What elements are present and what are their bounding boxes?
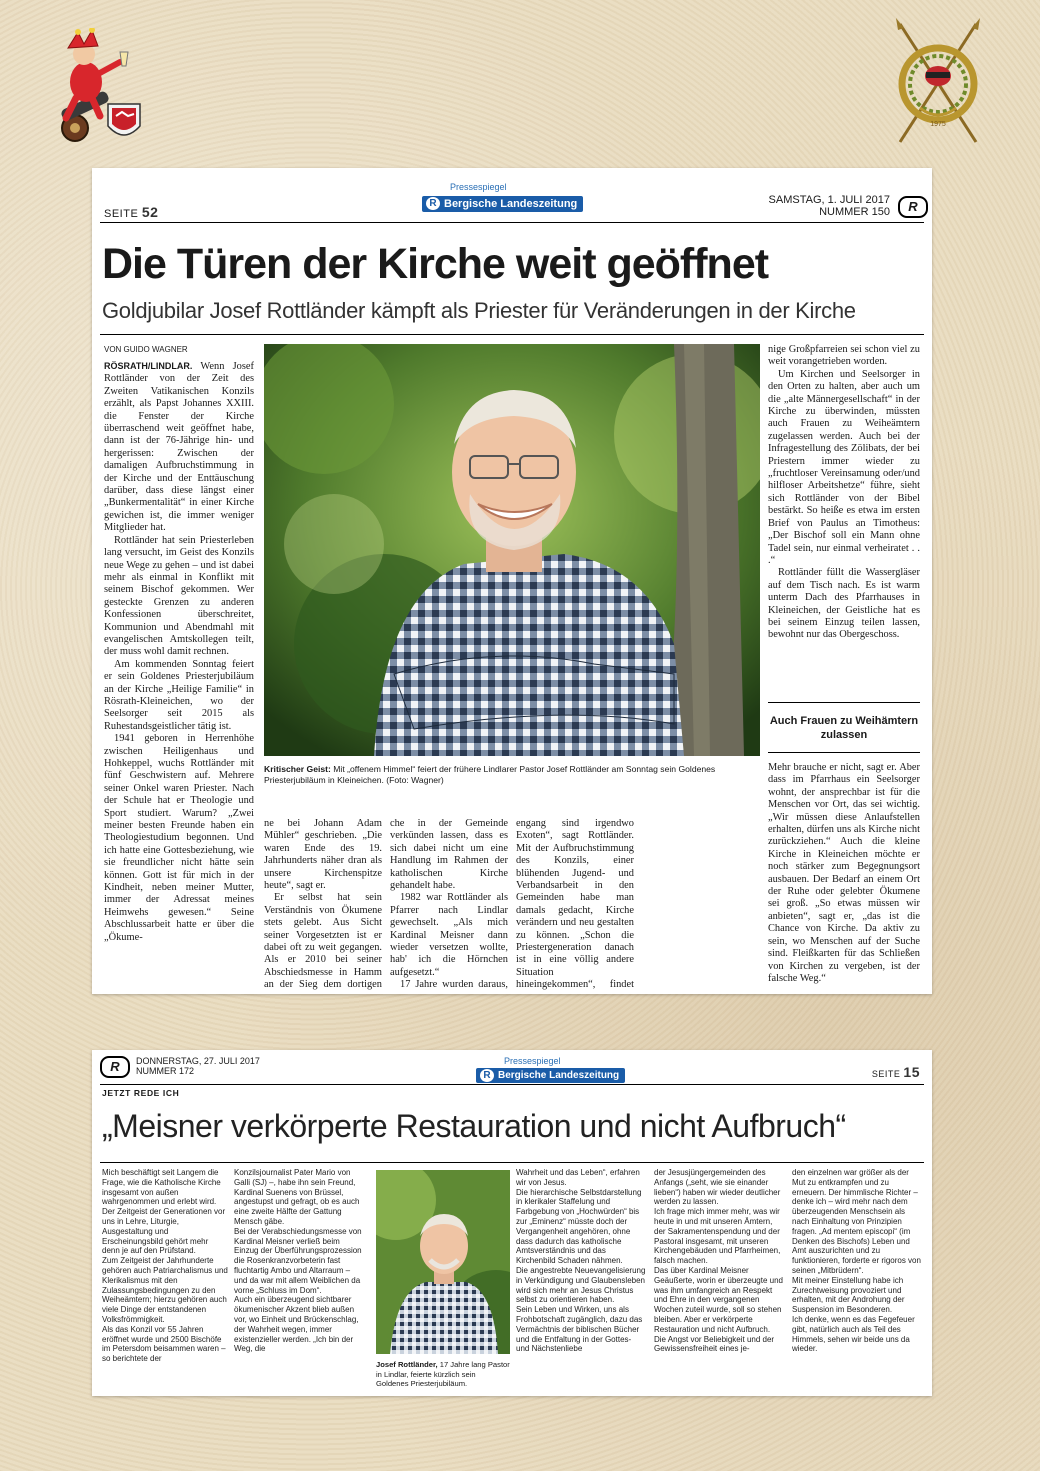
section-label: JETZT REDE ICH [102, 1088, 180, 1098]
issue-date: SAMSTAG, 1. JULI 2017 [768, 194, 890, 206]
opinion-column-2 [234, 1168, 364, 1392]
caption-text: 17 Jahre lang Pastor in Lindlar, feierte kürzlich sein Goldenes Priesterjubiläum. [376, 1360, 510, 1388]
paragraph: Zum Zeitgeist der Jahrhunderte gehören auch Patriarchalismus und Klerikalismus mit den Zulassungsbedingungen zu den Weiheämtern; hierzu gehören auch viele Dinge der entstandenen Volksfrömmigkeit. [102, 1256, 228, 1324]
r-logo-icon: R [480, 1069, 494, 1082]
caption-label: Kritischer Geist: [264, 764, 331, 774]
article-column-1 [104, 360, 254, 988]
caption-label: Josef Rottländer, [376, 1360, 438, 1369]
paragraph: engang sind irgendwo Exoten“, sagt Rottländer. Mit der Aufbruchstimmung des Konzils, einer blühenden Jugend- und Verbandsarbeit in den Gemeinden habe man damals gedacht, Kirche verändern und neu gestalten zu können. „Schon die Priestergeneration danach ist in eine völlig andere Situation hineingekommen“, findet [516, 818, 634, 991]
paragraph: Die Angst vor Beliebigkeit und der Gewissensfreiheit eines je- [654, 1334, 775, 1354]
crest-year: 1975 [930, 121, 946, 128]
newspaper-clipping-2 [92, 1050, 932, 1396]
brand-name: Bergische Landeszeitung [498, 1070, 620, 1081]
page-number [872, 1064, 920, 1080]
paragraph: che in der Gemeinde verkünden lassen, dass es sich dabei nicht um eine Handlung im Rahmen der katholischen Kirche gehandelt habe. [390, 818, 508, 892]
date-block [136, 1056, 260, 1076]
date-block [750, 194, 890, 218]
crossed-spears-wreath-icon [890, 18, 986, 148]
paragraph: Mehr brauche er nicht, sagt er. Aber dass im Pfarrhaus ein Seelsorger wohnt, der ansprechbar ist für die Menschen vor Ort, das sei wichtig. „Wir müssen diese Anlaufstellen erhalten, dürfen uns als Kirche nicht zurückziehen.“ Auch die kleine Kirche in Kleineichen möchte er noch stärker zum Begegnungsort ausbauen. Der Bedarf an einem Ort der Ruhe oder gelebter Ökumene sei groß. „So etwas müssen wir anbieten“, sagt er, „das ist die Chance von Kirche. Da aktiv zu sein, wo Menschen auf der Suche sind. Fleißkarten für das Schließen von Kirchen zu vergeben, ist der falsche Weg.“ [768, 762, 920, 984]
headline: Die Türen der Kirche weit geöffnet [102, 240, 769, 288]
dateline: RÖSRATH/LINDLAR. [104, 361, 193, 371]
pressespiegel-label: Pressespiegel [504, 1056, 561, 1066]
issue-date: DONNERSTAG, 27. JULI 2017 [136, 1056, 260, 1066]
subhead-rule-bottom [768, 752, 920, 753]
header-rule [100, 222, 924, 223]
paragraph: Sein Leben und Wirken, uns als Frohbotschaft zugänglich, dazu das Vermächtnis der biblischen Bücher und die Entfaltung in der Gottes- und Nächstenliebe [516, 1305, 643, 1354]
paragraph: Am kommenden Sonntag feiert er sein Goldenes Priesterjubiläum an der Kirche „Heilige Familie“ in Rösrath-Kleineichen, wo der Seelsorger seit 2015 als Ruhestandsgeistlicher tätig ist. [104, 658, 254, 732]
portrait-photo [264, 344, 760, 756]
page-number [104, 204, 158, 220]
paragraph: Rottländer hat sein Priesterleben lang versucht, im Geist des Konzils neue Wege zu gehen – und ist dabei mehr als einmal in Konflikt mit seinem Bischof gekommen. Wer gesteckte Grenzen zu anderen Konfessionen überschreitet, Kommunion und Abendmahl mit evangelischen Amtskollegen teilt, der muss wohl damit rechnen. [104, 534, 254, 658]
page-label: SEITE [871, 1069, 901, 1079]
paragraph: Um Kirchen und Seelsorger in den Orten zu halten, aber auch um die „alte Männergesellschaft“ in der Kirche zu überwinden, müssten auch Frauen zu Weiheämtern zugelassen werden. Auch bei der Infragestellung des Zölibats, der bei Priestern immer wieder zu „fruchtloser Vereinsamung oder/und hilfloser Arbeitshetze“ führe, sieht sich Rottländer von der Bibel bestärkt. So heiße es etwa im ersten Brief von Paulus an Timotheus: „Der Bischof soll ein Mann ohne Tadel sein, nur einmal verheiratet . . .“ [768, 368, 920, 566]
issue-number: NUMMER 150 [819, 206, 890, 218]
issue-number: NUMMER 172 [136, 1066, 195, 1076]
caption-text: Mit „offenem Himmel“ feiert der frühere Lindlarer Pastor Josef Rottländer am Sonntag sein Goldenes Priesterjubiläum in Kleineichen. (Foto: Wagner) [264, 764, 716, 785]
subhead-rule-top [768, 702, 920, 703]
paragraph: Er selbst hat sein Verständnis von Ökumene stets gelebt. Aus Sicht seiner Vorgesetzten ist er dabei oft zu weit gegangen. Als er 2010 bei seiner Abschiedsmesse in Hamm an der Sieg dem dortigen [264, 892, 382, 991]
opinion-column-4 [654, 1168, 784, 1392]
paragraph: den einzelnen war größer als der Mut zu entkrampfen und zu erneuern. Der himmlische Richter – denke ich – wird mehr nach dem überzeugenden Menschsein als nach Einhaltung von Prinzipien fragen. „Ad mentem episcopi“ (im Denken des Bischofs) Leben und Amt auszurichten und zu funktionieren, forderte er rigoros von seinen „Mitbrüdern“. [792, 1168, 921, 1275]
article-column-2 [264, 818, 382, 992]
subheadline-rule [100, 334, 924, 335]
paragraph: Mit meiner Einstellung habe ich Zurechtweisung provoziert und erhalten, mit der Androhung der Suspension im Besonderen. [792, 1275, 905, 1315]
r-brand-icon: R [100, 1056, 130, 1078]
brand-name: Bergische Landeszeitung [444, 198, 578, 210]
opinion-column-5 [792, 1168, 922, 1392]
opinion-column-3 [516, 1168, 646, 1392]
header-rule [100, 1084, 924, 1085]
paragraph [104, 360, 254, 535]
paragraph: der Jesusjüngergemeinden des Anfangs („seht, wie sie einander lieben“) haben wir wieder deutlicher werden zu lassen. [654, 1168, 781, 1207]
author-photo [376, 1170, 510, 1354]
article-column-3 [390, 818, 508, 992]
paragraph: Konzilsjournalist Pater Mario von Galli (SJ) –, habe ihn sein Freund, Kardinal Suenens von Brüssel, angestupst und gefragt, ob es auch eine zweite Hälfte der Gattung Mensch gäbe. [234, 1168, 360, 1226]
paragraph: ne bei Johann Adam Mühler“ geschrieben. „Die waren Ende des 19. Jahrhunderts näher dran als unsere Kirchenspitze heute“, sagt er. [264, 818, 382, 892]
paragraph: Auch ein überzeugend sichtbarer ökumenischer Akzent blieb außen vor, wo Einheit und Brückenschlag, der Wahrheit wegen, immer existenzieller werden. „Ich bin der Weg, die [234, 1295, 359, 1354]
newspaper-clipping-1 [92, 168, 932, 994]
spears-wreath-logo [890, 18, 986, 148]
paragraph: Wahrheit und das Leben“, erfahren wir von Jesus. [516, 1168, 640, 1187]
pressespiegel-label: Pressespiegel [450, 182, 507, 192]
headline-rule [100, 1162, 924, 1163]
author-photo-image [376, 1170, 510, 1354]
article-column-4 [516, 818, 634, 992]
page-label: SEITE [104, 208, 139, 220]
brand-badge [476, 1068, 625, 1083]
paragraph: Als das Konzil vor 55 Jahren eröffnet wurde und 2500 Bischöfe im Petersdom beisammen waren – so berichtete der [102, 1324, 226, 1364]
headline: „Meisner verkörperte Restauration und nicht Aufbruch“ [102, 1108, 846, 1144]
r-logo-icon: R [426, 197, 440, 210]
section-subhead: Auch Frauen zu Weihämtern zulassen [769, 715, 919, 741]
photo-caption [376, 1360, 510, 1389]
paragraph: Bei der Verabschiedungsmesse von Kardinal Meisner verließ beim Einzug der Überführungsprozession die Rosenkranzvorbeterin fast fluchtartig Ambo und Altarraum – und da war mit allem Weiblichen da vorne „Schluss im Dom“. [234, 1226, 362, 1295]
paragraph: Ich denke, wenn es das Fegefeuer gibt, natürlich auch als Teil des Himmels, sehen wir beide uns da wieder. [792, 1314, 915, 1354]
paragraph: 1982 war Rottländer als Pfarrer nach Lindlar gewechselt. „Als mich Kardinal Meisner dann wieder versetzen wollte, hab' ich die Hörnchen aufgesetzt.“ [390, 892, 508, 978]
clipping-1-header [92, 168, 932, 228]
jester-cannon-crest-icon [48, 28, 148, 146]
article-column-5-top [768, 344, 920, 696]
page-number-value: 52 [141, 204, 159, 220]
paragraph: 17 Jahre wurden daraus, [400, 979, 508, 991]
paragraph: Die angestrebte Neuevangelisierung in Verkündigung und Glaubensleben wird sich mehr an Jesus Christus selbst zu orientieren haben. [516, 1265, 646, 1305]
portrait-photo-image [264, 344, 760, 756]
paragraph: Mich beschäftigt seit Langem die Frage, wie die Katholische Kirche insgesamt von außen wahrgenommen und erlebt wird. [102, 1168, 221, 1207]
subheadline: Goldjubilar Josef Rottländer kämpft als Priester für Veränderungen in der Kirche [102, 298, 856, 323]
paragraph: 1941 geboren in Herrenhöhe zwischen Heiligenhaus und Hohkeppel, wuchs Rottländer mit fünf Geschwistern auf. Mehrere seiner Onkel waren Priester. Nach der Schule hat er Theologie und Sport studiert. Warum? „Zwei meiner besten Freunde haben ein Theologiestudium begonnen. Und ich hatte eine Gottesbeziehung, wie sie freundlicher nicht hätte sein können. Gott ist für mich in der Kindheit, neben meiner Mutter, immer der Adressat meines Heimwehs gewesen.“ Seine Abschlussarbeit hatte er über die „Ökume- [104, 733, 254, 943]
article-column-5-bottom [768, 762, 920, 994]
jester-crest-logo [48, 28, 148, 146]
opinion-column-1 [102, 1168, 228, 1392]
byline: VON GUIDO WAGNER [104, 345, 188, 354]
photo-caption [264, 764, 760, 786]
paragraph-text: Wenn Josef Rottländer von der Zeit des Zweiten Vatikanischen Konzils erzählt, als Papst Johannes XXIII. die Fenster der Kirche überraschend weit geöffnet habe, dann ist der 76-Jährige hin- und hergerissen: Zwischen der damaligen Aufbruchstimmung in der Kirche und der Enttäuschung darüber, dass diese längst einer „Bunkermentalität“ in einer Kirche gewichen ist, die immer weniger Mitglieder hat. [104, 361, 254, 534]
paragraph: Das über Kardinal Meisner Geäußerte, worin er überzeugte und was ihm umfangreich an Respekt und Ehre in den vergangenen Wochen zuteil wurde, soll so stehen bleiben. Aber er verkörperte Restauration und nicht Aufbruch. [654, 1265, 783, 1334]
brand-badge [422, 196, 583, 212]
r-brand-icon: R [898, 196, 928, 218]
paragraph: Die hierarchische Selbstdarstellung in klerikaler Staffelung und Farbgebung von „Hochwürden“ bis zur „Eminenz“ müsste doch der Vergangenheit angehören, ohne dass dadurch das katholische Amtsverständnis und das Kirchenbild Schaden nähmen. [516, 1187, 642, 1266]
paragraph: nige Großpfarreien sei schon viel zu weit vorangetrieben worden. [768, 344, 920, 368]
paragraph: Rottländer füllt die Wassergläser auf dem Tisch nach. Es ist warm unterm Dach des Pfarrhauses in Kleineichen, der Geistliche hat es bei seinem Einzug teilen lassen, bewohnt nur das Obergeschoss. [768, 567, 920, 641]
page-number-value: 15 [903, 1064, 920, 1080]
paragraph: Der Zeitgeist der Generationen vor uns in Lehre, Liturgie, Ausgestaltung und Erscheinungsbild gehört mehr denn je auf den Prüfstand. [102, 1207, 226, 1256]
paragraph: Ich frage mich immer mehr, was wir heute in und mit unseren Ämtern, der Sakramentenspendung und der Pastoral insgesamt, mit unseren Kirchengebäuden und Pfarrheimen, falsch machen. [654, 1207, 781, 1266]
